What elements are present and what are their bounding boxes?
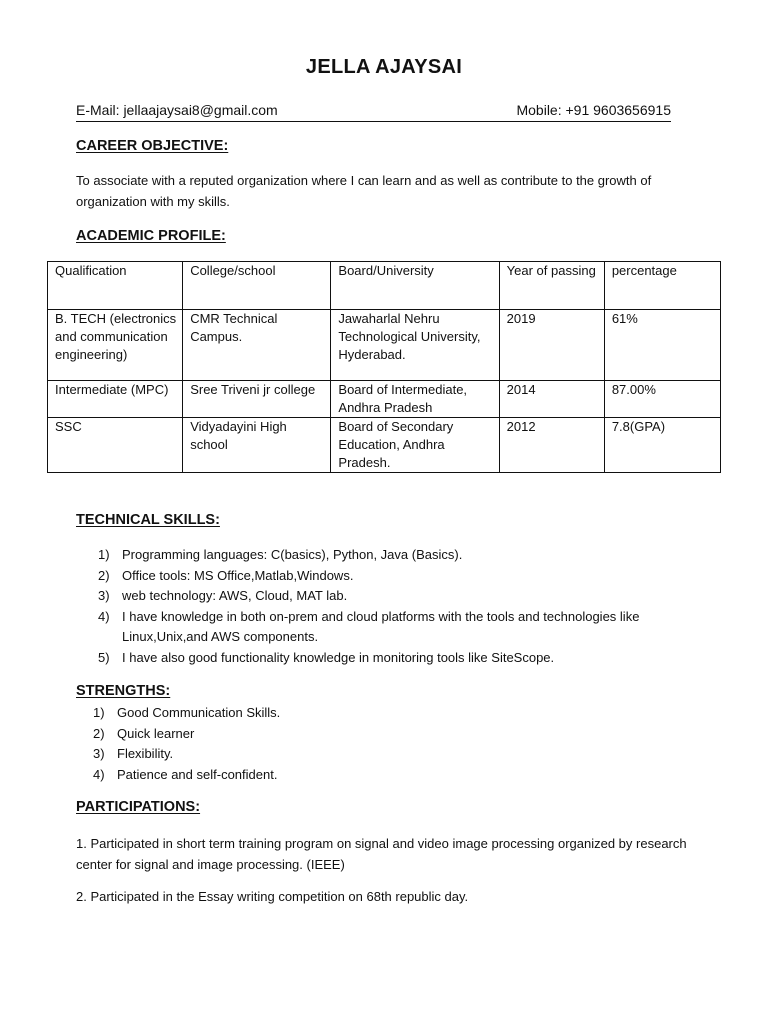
list-number: 3): [93, 746, 105, 761]
table-header-row: [48, 262, 721, 310]
header-cell: Qualification: [48, 262, 183, 310]
participation-item: 2. Participated in the Essay writing competition on 68th republic day.: [76, 889, 469, 904]
table-cell: 2014: [499, 381, 604, 418]
table-cell: Jawaharlal Nehru Technological University, Hyderabad.: [331, 310, 499, 381]
table-row: [48, 381, 721, 418]
list-number: 5): [98, 649, 110, 665]
candidate-name: JELLA AJAYSAI: [305, 56, 463, 78]
table-cell: Board of Intermediate, Andhra Pradesh: [331, 381, 499, 418]
list-item-text: Flexibility.: [117, 746, 174, 761]
list-item-text: Good Communication Skills.: [117, 705, 281, 720]
table-cell: 2019: [499, 310, 604, 381]
list-number: 4): [93, 766, 105, 782]
list-item: [98, 586, 688, 607]
contact-line: [76, 101, 671, 122]
list-item-text: I have knowledge in both on-prem and cloud platforms with the tools and technologies like Linux,Unix,and AWS components.: [122, 608, 640, 644]
list-item-text: Patience and self-confident.: [117, 766, 278, 782]
participation-item: 1. Participated in short term training program on signal and video image processing organized by research center for signal and image processing. (IEEE): [76, 836, 687, 872]
list-item: [93, 724, 653, 745]
table-cell: Sree Triveni jr college: [183, 381, 331, 418]
table-cell: Vidyadayini High school: [183, 418, 331, 473]
list-item: [98, 607, 688, 648]
technical-skills-list: [98, 545, 688, 668]
list-item: [98, 566, 688, 587]
list-item: [93, 744, 653, 765]
table-row: [48, 310, 721, 381]
list-item: [98, 545, 688, 566]
strengths-heading: STRENGTHS:: [76, 683, 171, 699]
table-cell: 7.8(GPA): [604, 418, 720, 473]
list-number: 1): [98, 547, 110, 562]
email-text: E-Mail: jellaajaysai8@gmail.com: [76, 102, 278, 118]
table-cell: 61%: [604, 310, 720, 381]
list-item-text: Programming languages: C(basics), Python, Java (Basics).: [122, 547, 463, 562]
header-cell: College/school: [183, 262, 331, 310]
academic-profile-heading: ACADEMIC PROFILE:: [76, 228, 226, 244]
strengths-list: [93, 703, 653, 785]
table-cell: 87.00%: [604, 381, 720, 418]
participations-heading: PARTICIPATIONS:: [76, 799, 201, 815]
career-objective-text: To associate with a reputed organization where I can learn and as well as contribute to the growth of organization with my skills.: [76, 173, 652, 209]
career-objective-heading: CAREER OBJECTIVE:: [76, 138, 229, 154]
mobile-text: Mobile: +91 9603656915: [516, 102, 671, 118]
table-cell: CMR Technical Campus.: [183, 310, 331, 381]
table-cell: SSC: [48, 418, 183, 473]
table-cell: Intermediate (MPC): [48, 381, 183, 418]
list-number: 2): [93, 725, 105, 741]
list-item-text: Quick learner: [117, 725, 195, 741]
header-cell: Year of passing: [499, 262, 604, 310]
list-item: [93, 703, 653, 724]
list-item-text: I have also good functionality knowledge in monitoring tools like SiteScope.: [122, 649, 555, 665]
list-item: [98, 648, 688, 669]
header-cell: percentage: [604, 262, 720, 310]
list-number: 2): [98, 567, 110, 583]
list-item-text: Office tools: MS Office,Matlab,Windows.: [122, 567, 354, 583]
table-cell: Board of Secondary Education, Andhra Pradesh.: [331, 418, 499, 473]
table-cell: B. TECH (electronics and communication engineering): [48, 310, 183, 381]
list-number: 4): [98, 608, 110, 624]
table-cell: 2012: [499, 418, 604, 473]
list-item: [93, 765, 653, 786]
table-row: [48, 418, 721, 473]
list-number: 3): [98, 588, 110, 603]
academic-table: [47, 261, 721, 473]
header-cell: Board/University: [331, 262, 499, 310]
list-number: 1): [93, 705, 105, 720]
list-item-text: web technology: AWS, Cloud, MAT lab.: [122, 588, 348, 603]
technical-skills-heading: TECHNICAL SKILLS:: [76, 512, 220, 528]
